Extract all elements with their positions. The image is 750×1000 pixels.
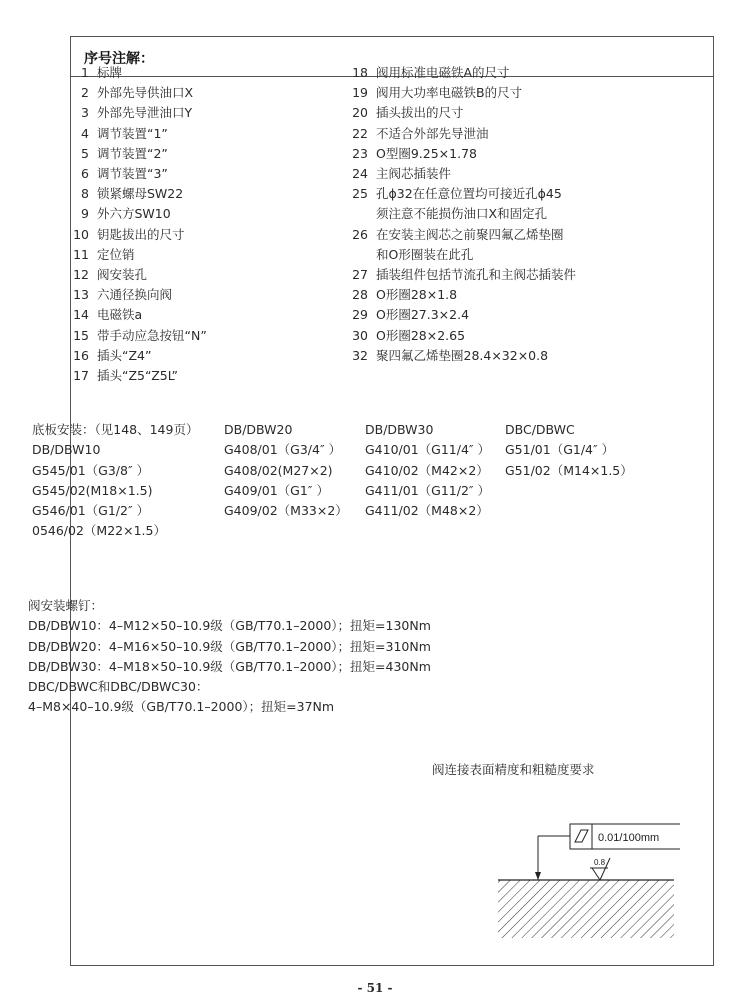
legend-text: 六通径换向阀 bbox=[97, 287, 173, 303]
mounting-entry: G408/01（G3/4″ ） bbox=[224, 442, 342, 458]
screws-line: 4–M8×40–10.9级（GB/T70.1–2000）；扭矩=37Nm bbox=[28, 699, 335, 715]
legend-item bbox=[345, 245, 635, 265]
mounting-entry: 0546/02（M22×1.5） bbox=[32, 523, 166, 539]
legend-number: 29 bbox=[352, 307, 368, 323]
mounting-column-1 bbox=[32, 420, 198, 542]
legend-text: 外部先导供油口X bbox=[97, 85, 194, 101]
mounting-entry: G545/01（G3/8″ ） bbox=[32, 462, 150, 478]
legend-number: 11 bbox=[73, 246, 89, 262]
legend-number: 18 bbox=[352, 65, 368, 80]
legend-item bbox=[66, 103, 326, 123]
legend-text: 锁紧螺母SW22 bbox=[97, 186, 184, 202]
legend-text: 阀安装孔 bbox=[97, 267, 148, 283]
legend-item bbox=[66, 83, 326, 103]
legend-item bbox=[345, 124, 635, 144]
mounting-model: DBC/DBWC bbox=[505, 422, 575, 437]
legend-number: 6 bbox=[81, 166, 89, 182]
legend-number: 17 bbox=[73, 368, 89, 384]
legend-text: 插头拔出的尺寸 bbox=[376, 105, 464, 121]
leader-arrow bbox=[535, 872, 541, 880]
legend-item bbox=[66, 204, 326, 224]
legend-text: 在安装主阀芯之前聚四氟乙烯垫圈 bbox=[376, 226, 564, 242]
screws-line: DB/DBW20：4–M16×50–10.9级（GB/T70.1–2000）；扭矩=310Nm bbox=[28, 638, 431, 654]
surface-tolerance-diagram bbox=[420, 782, 680, 942]
legend-item bbox=[345, 204, 635, 224]
legend-text: 和O形圈装在此孔 bbox=[376, 246, 474, 262]
legend-text: 钥匙拔出的尺寸 bbox=[97, 226, 185, 242]
roughness-value: 0.8 bbox=[594, 858, 606, 867]
legend-item bbox=[345, 265, 635, 285]
legend-item bbox=[345, 346, 635, 366]
legend-number: 13 bbox=[73, 287, 89, 303]
section-title: 序号注解： bbox=[84, 51, 154, 67]
mounting-entry: G51/02（M14×1.5） bbox=[505, 462, 633, 478]
legend-text: 带手动应急按钮“N” bbox=[97, 327, 207, 343]
legend-number: 32 bbox=[352, 347, 368, 363]
mounting-column-3 bbox=[365, 420, 490, 521]
legend-number: 9 bbox=[81, 206, 89, 222]
legend-text: 主阀芯插装件 bbox=[376, 166, 452, 182]
legend-number: 4 bbox=[81, 125, 89, 141]
legend-number: 30 bbox=[352, 327, 368, 343]
legend-number: 15 bbox=[73, 327, 89, 343]
legend-text: O形圈27.3×2.4 bbox=[376, 307, 470, 323]
legend-text: 外部先导泄油口Y bbox=[97, 105, 193, 121]
legend-number: 23 bbox=[352, 145, 368, 161]
hatched-surface bbox=[498, 880, 674, 938]
mounting-model: DB/DBW20 bbox=[224, 422, 293, 437]
mounting-entry: G411/02（M48×2） bbox=[365, 503, 489, 519]
mounting-model: DB/DBW10 bbox=[32, 442, 101, 458]
legend-text: 外六方SW10 bbox=[97, 206, 171, 222]
legend-item bbox=[345, 63, 635, 83]
legend-number: 8 bbox=[81, 186, 89, 202]
legend-text: 调节装置“3” bbox=[97, 166, 168, 182]
legend-item bbox=[345, 305, 635, 325]
legend-text: O型圈9.25×1.78 bbox=[376, 145, 477, 161]
legend-number: 19 bbox=[352, 85, 368, 101]
legend-number: 28 bbox=[352, 287, 368, 303]
legend-text: 阀用标准电磁铁A的尺寸 bbox=[376, 65, 510, 80]
legend-item bbox=[66, 164, 326, 184]
legend-item bbox=[66, 305, 326, 325]
legend-text: O形圈28×1.8 bbox=[376, 287, 458, 303]
legend-text: 插头“Z5“Z5L” bbox=[97, 368, 178, 384]
mounting-entry: G545/02(M18×1.5) bbox=[32, 482, 153, 498]
legend-number: 1 bbox=[81, 65, 89, 80]
legend-number: 16 bbox=[73, 347, 89, 363]
legend-item bbox=[345, 164, 635, 184]
legend-item bbox=[66, 326, 326, 346]
legend-item bbox=[66, 346, 326, 366]
legend-item bbox=[66, 63, 326, 83]
legend-number: 22 bbox=[352, 125, 368, 141]
screws-line: DB/DBW30：4–M18×50–10.9级（GB/T70.1–2000）；扭矩=430Nm bbox=[28, 658, 431, 674]
mounting-heading: 底板安装：（见148、149页） bbox=[32, 422, 199, 437]
legend-item bbox=[66, 265, 326, 285]
legend-item bbox=[66, 144, 326, 164]
legend-number: 14 bbox=[73, 307, 89, 323]
legend-number: 3 bbox=[81, 105, 89, 121]
legend-number: 20 bbox=[352, 105, 368, 121]
mounting-entry: G409/02（M33×2） bbox=[224, 503, 348, 519]
legend-number: 12 bbox=[73, 267, 89, 283]
legend-left-column bbox=[66, 63, 326, 386]
legend-text: 聚四氟乙烯垫圈28.4×32×0.8 bbox=[376, 347, 549, 363]
mounting-model: DB/DBW30 bbox=[365, 422, 434, 437]
mounting-entry: G546/01（G1/2″ ） bbox=[32, 503, 150, 519]
legend-item bbox=[345, 144, 635, 164]
legend-item bbox=[66, 184, 326, 204]
legend-text: 定位销 bbox=[97, 246, 135, 262]
legend-text: 标牌 bbox=[97, 65, 123, 80]
legend-text: 孔ϕ32在任意位置均可接近孔ϕ45 bbox=[376, 186, 562, 202]
legend-text: 电磁铁a bbox=[97, 307, 143, 323]
legend-number: 27 bbox=[352, 267, 368, 283]
mounting-column-2 bbox=[224, 420, 348, 521]
legend-item bbox=[66, 124, 326, 144]
legend-item bbox=[66, 366, 326, 386]
mounting-column-4 bbox=[505, 420, 633, 481]
legend-number: 26 bbox=[352, 226, 368, 242]
legend-item bbox=[66, 245, 326, 265]
legend-text: 阀用大功率电磁铁B的尺寸 bbox=[376, 85, 523, 101]
legend-number: 10 bbox=[73, 226, 89, 242]
legend-text: 不适合外部先导泄油 bbox=[376, 125, 489, 141]
legend-item bbox=[66, 285, 326, 305]
legend-item bbox=[345, 326, 635, 346]
legend-text: O形圈28×2.65 bbox=[376, 327, 466, 343]
screws-heading: 阀安装螺钉： bbox=[28, 598, 104, 613]
mounting-entry: G411/01（G11/2″ ） bbox=[365, 482, 491, 498]
legend-item bbox=[345, 285, 635, 305]
legend-number: 2 bbox=[81, 85, 89, 101]
legend-number: 24 bbox=[352, 166, 368, 182]
roughness-symbol-icon bbox=[592, 868, 600, 880]
valve-mounting-screws bbox=[28, 596, 431, 718]
legend-item bbox=[345, 83, 635, 103]
legend-text: 调节装置“2” bbox=[97, 145, 168, 161]
mounting-entry: G410/02（M42×2） bbox=[365, 462, 489, 478]
legend-item bbox=[345, 225, 635, 245]
surface-requirement-title: 阀连接表面精度和粗糙度要求 bbox=[432, 762, 595, 777]
legend-number: 5 bbox=[81, 145, 89, 161]
mounting-entry: G408/02(M27×2) bbox=[224, 462, 333, 478]
screws-line: DB/DBW10：4–M12×50–10.9级（GB/T70.1–2000）；扭矩=130Nm bbox=[28, 618, 431, 634]
screws-line: DBC/DBWC和DBC/DBWC30： bbox=[28, 679, 209, 695]
legend-text: 插头“Z4” bbox=[97, 347, 152, 363]
legend-item bbox=[66, 225, 326, 245]
mounting-entry: G51/01（G1/4″ ） bbox=[505, 442, 615, 458]
legend-number: 25 bbox=[352, 186, 368, 202]
page-number: - 51 - bbox=[357, 981, 393, 995]
mounting-entry: G410/01（G11/4″ ） bbox=[365, 442, 491, 458]
legend-item bbox=[345, 184, 635, 204]
legend-text: 须注意不能损伤油口X和固定孔 bbox=[376, 206, 548, 222]
mounting-entry: G409/01（G1″ ） bbox=[224, 482, 329, 498]
legend-item bbox=[345, 103, 635, 123]
legend-text: 插装组件包括节流孔和主阀芯插装件 bbox=[376, 267, 577, 283]
tolerance-value: 0.01/100mm bbox=[598, 832, 660, 844]
legend-right-column bbox=[345, 63, 635, 366]
legend-text: 调节装置“1” bbox=[97, 125, 168, 141]
